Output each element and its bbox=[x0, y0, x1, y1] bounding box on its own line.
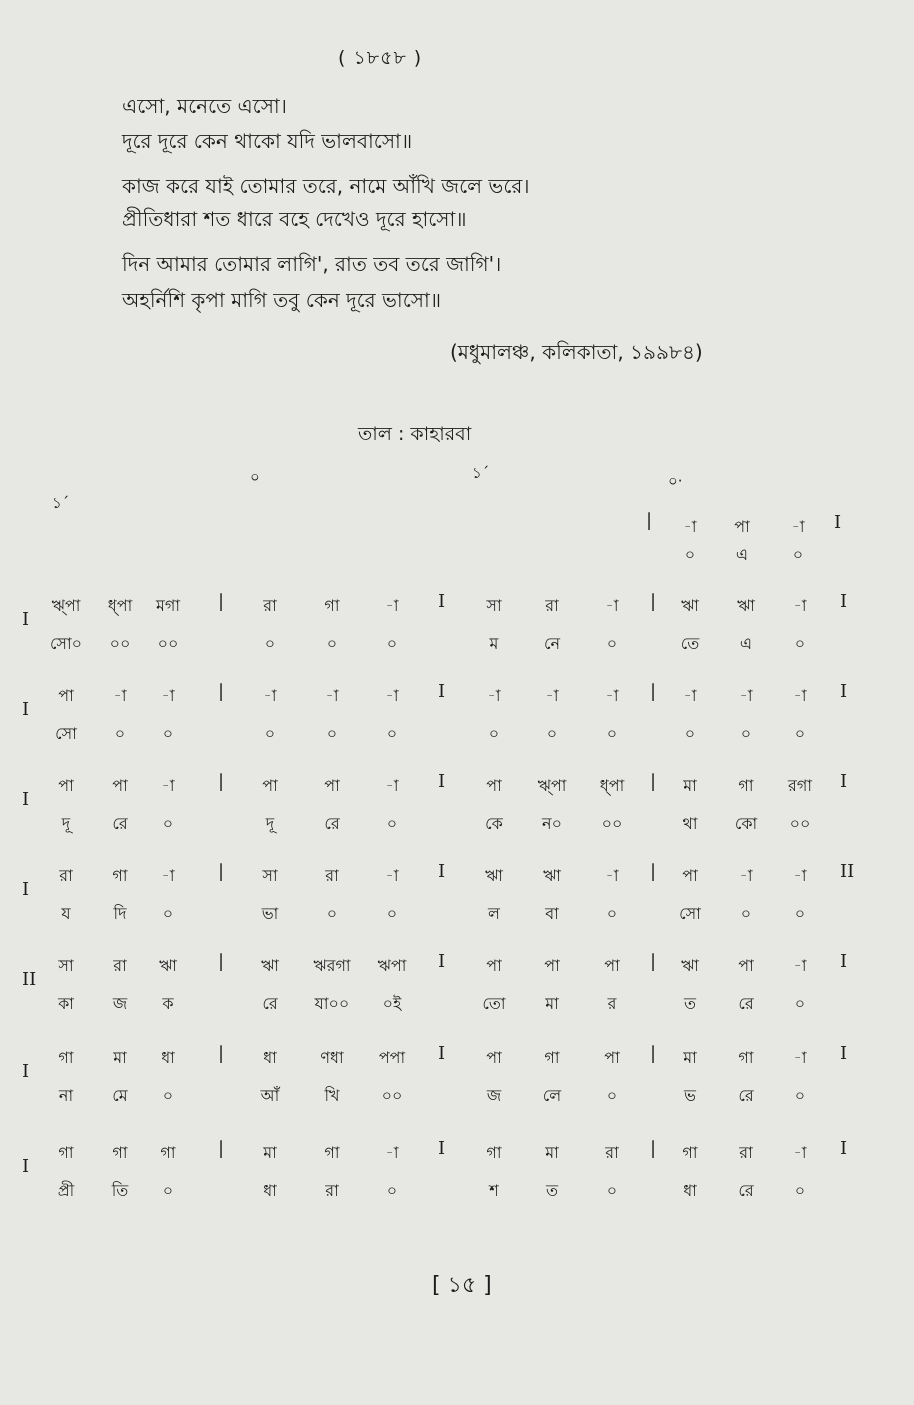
swara-note: পা bbox=[486, 1048, 502, 1067]
lyric-syllable: রে bbox=[324, 814, 340, 833]
pickup-syllable: ০ bbox=[792, 545, 804, 564]
bar-line: I bbox=[438, 681, 446, 702]
lyric-syllable: ধা bbox=[683, 1181, 697, 1200]
lyric-syllable: ভা bbox=[261, 904, 279, 923]
bar-line: | bbox=[650, 1138, 657, 1159]
row-start-bar: II bbox=[22, 969, 37, 990]
lyric-syllable: ত bbox=[545, 1181, 558, 1200]
swara-note: -া bbox=[161, 866, 175, 885]
swara-note: সা bbox=[486, 596, 502, 615]
swara-note: -া bbox=[793, 596, 807, 615]
swara-note: -া bbox=[113, 686, 127, 705]
lyric-syllable: খি bbox=[324, 1086, 340, 1105]
swara-note: ধ্পা bbox=[107, 596, 133, 615]
lyric-syllable: লে bbox=[542, 1086, 562, 1105]
bar-line: I bbox=[438, 951, 446, 972]
swara-note: গা bbox=[324, 596, 340, 615]
lyric-syllable: ০ bbox=[326, 724, 338, 743]
swara-note: পা bbox=[604, 956, 620, 975]
lyric-syllable: তো bbox=[482, 994, 506, 1013]
bar-line: I bbox=[438, 861, 446, 882]
swara-note: -া bbox=[793, 1143, 807, 1162]
bar-line: I bbox=[438, 1043, 446, 1064]
bar-line: I bbox=[840, 1043, 848, 1064]
lyric-syllable: কে bbox=[485, 814, 503, 833]
lyric-syllable: ০ bbox=[326, 904, 338, 923]
swara-note: ধ্পা bbox=[599, 776, 625, 795]
lyric-line: দিন আমার তোমার লাগি', রাত তব তরে জাগি'। bbox=[122, 252, 502, 276]
bar-line: | bbox=[650, 861, 657, 882]
page-number: [ ১৫ ] bbox=[432, 1273, 492, 1298]
swara-note: মা bbox=[113, 1048, 127, 1067]
swara-note: ধা bbox=[161, 1048, 175, 1067]
lyric-syllable: ০ bbox=[606, 1181, 618, 1200]
swara-note: -া bbox=[385, 866, 399, 885]
lyric-syllable: ০ bbox=[386, 634, 398, 653]
swara-note: মা bbox=[263, 1143, 277, 1162]
pickup-note: -া bbox=[683, 517, 697, 536]
lyric-syllable: ০ bbox=[794, 724, 806, 743]
swara-note: রা bbox=[739, 1143, 753, 1162]
lyric-syllable: জ bbox=[112, 994, 128, 1013]
pickup-note: পা bbox=[734, 517, 750, 536]
bar-line: | bbox=[218, 951, 225, 972]
swara-note: পা bbox=[486, 776, 502, 795]
swara-note: গা bbox=[58, 1143, 74, 1162]
swara-note: গা bbox=[58, 1048, 74, 1067]
lyric-syllable: ০ bbox=[606, 634, 618, 653]
lyric-syllable: ০০ bbox=[157, 634, 179, 653]
lyric-syllable: ত bbox=[683, 994, 696, 1013]
pickup-note: -া bbox=[791, 517, 805, 536]
swara-note: গা bbox=[738, 1048, 754, 1067]
lyric-syllable: জ bbox=[486, 1086, 502, 1105]
row-start-bar: I bbox=[22, 609, 30, 630]
lyric-syllable: রে bbox=[262, 994, 278, 1013]
swara-note: গা bbox=[738, 776, 754, 795]
lyric-syllable: প্রী bbox=[57, 1181, 75, 1200]
swara-note: রা bbox=[545, 596, 559, 615]
swara-note: রা bbox=[325, 866, 339, 885]
lyric-syllable: রে bbox=[738, 1086, 754, 1105]
beat-mark: ০· bbox=[668, 472, 683, 490]
lyric-syllable: না bbox=[58, 1086, 74, 1105]
lyric-syllable: ০ bbox=[794, 1086, 806, 1105]
swara-note: পা bbox=[486, 956, 502, 975]
lyric-syllable: সো০ bbox=[49, 634, 83, 653]
swara-note: মগা bbox=[155, 596, 180, 615]
lyric-syllable: ০০ bbox=[601, 814, 623, 833]
pickup-syllable: ০ bbox=[684, 545, 696, 564]
pickup-bar: | bbox=[646, 510, 653, 531]
lyric-syllable: ০ bbox=[264, 634, 276, 653]
bar-line: | bbox=[650, 591, 657, 612]
swara-note: ঋা bbox=[543, 866, 561, 885]
bar-line: II bbox=[840, 861, 855, 882]
lyric-syllable: দূ bbox=[61, 814, 71, 833]
lyric-syllable: ০ bbox=[386, 904, 398, 923]
lyric-syllable: মে bbox=[112, 1086, 128, 1105]
lyric-syllable: আঁ bbox=[260, 1086, 280, 1105]
lyric-syllable: রে bbox=[112, 814, 128, 833]
lyric-line: এসো, মনেতে এসো। bbox=[122, 94, 287, 118]
lyric-syllable: দূ bbox=[265, 814, 275, 833]
swara-note: রা bbox=[59, 866, 73, 885]
lyric-syllable: ০ bbox=[162, 814, 174, 833]
swara-note: -া bbox=[793, 956, 807, 975]
swara-note: -া bbox=[793, 686, 807, 705]
swara-note: -া bbox=[739, 686, 753, 705]
lyric-syllable: ম bbox=[489, 634, 499, 653]
swara-note: -া bbox=[793, 1048, 807, 1067]
lyric-syllable: তে bbox=[680, 634, 700, 653]
swara-note: রা bbox=[605, 1143, 619, 1162]
lyric-syllable: ০ bbox=[264, 724, 276, 743]
swara-note: মা bbox=[683, 776, 697, 795]
page-header: ( ১৮৫৮ ) bbox=[338, 47, 423, 69]
lyric-syllable: বা bbox=[545, 904, 559, 923]
bar-line: I bbox=[840, 1138, 848, 1159]
bar-line: | bbox=[218, 681, 225, 702]
lyric-syllable: ভ bbox=[684, 1086, 696, 1105]
swara-note: -া bbox=[793, 866, 807, 885]
swara-note: -া bbox=[385, 596, 399, 615]
lyric-syllable: নে bbox=[543, 634, 561, 653]
swara-note: মা bbox=[545, 1143, 559, 1162]
swara-note: সা bbox=[58, 956, 74, 975]
source-citation: (মধুমালঞ্চ, কলিকাতা, ১৯৯৮৪) bbox=[450, 340, 703, 364]
lyric-syllable: ০ bbox=[684, 724, 696, 743]
swara-note: পা bbox=[604, 1048, 620, 1067]
lyric-syllable: ০ bbox=[386, 814, 398, 833]
row-start-bar: I bbox=[22, 879, 30, 900]
lyric-syllable: রে bbox=[738, 1181, 754, 1200]
swara-note: পা bbox=[324, 776, 340, 795]
swara-note: -া bbox=[739, 866, 753, 885]
swara-note: -া bbox=[385, 776, 399, 795]
swara-note: রা bbox=[113, 956, 127, 975]
swara-note: -া bbox=[385, 686, 399, 705]
lyric-syllable: ০ bbox=[794, 904, 806, 923]
lyric-syllable: ক bbox=[162, 994, 174, 1013]
pickup-syllable: এ bbox=[735, 545, 749, 564]
swara-note: ঋপা bbox=[377, 956, 407, 975]
lyric-syllable: ০০ bbox=[789, 814, 811, 833]
swara-note: গা bbox=[112, 866, 128, 885]
swara-note: ঋা bbox=[681, 596, 699, 615]
lyric-syllable: মা bbox=[545, 994, 559, 1013]
swara-note: -া bbox=[605, 596, 619, 615]
swara-note: ঋা bbox=[485, 866, 503, 885]
bar-line: I bbox=[840, 951, 848, 972]
beat-mark: ১´ bbox=[52, 494, 70, 512]
tala-heading: তাল : কাহারবা bbox=[358, 423, 472, 445]
lyric-syllable: ০ bbox=[162, 724, 174, 743]
beat-mark: ১´ bbox=[472, 464, 490, 482]
swara-note: -া bbox=[385, 1143, 399, 1162]
lyric-syllable: ০ bbox=[606, 724, 618, 743]
lyric-syllable: ০ bbox=[386, 1181, 398, 1200]
swara-note: ঋরগা bbox=[313, 956, 351, 975]
swara-note: রগা bbox=[788, 776, 812, 795]
lyric-syllable: যা০০ bbox=[314, 994, 350, 1013]
lyric-syllable: ০ bbox=[386, 724, 398, 743]
lyric-syllable: ০ bbox=[162, 1086, 174, 1105]
row-start-bar: I bbox=[22, 1061, 30, 1082]
swara-note: -া bbox=[683, 686, 697, 705]
lyric-syllable: ধা bbox=[263, 1181, 277, 1200]
row-start-bar: I bbox=[22, 1156, 30, 1177]
bar-line: | bbox=[650, 681, 657, 702]
row-start-bar: I bbox=[22, 699, 30, 720]
lyric-syllable: ০ই bbox=[382, 994, 402, 1013]
bar-line: I bbox=[840, 591, 848, 612]
bar-line: I bbox=[438, 771, 446, 792]
bar-line: | bbox=[218, 591, 225, 612]
swara-note: -া bbox=[325, 686, 339, 705]
lyric-syllable: ০ bbox=[794, 1181, 806, 1200]
swara-note: পপা bbox=[378, 1048, 406, 1067]
bar-line: I bbox=[840, 771, 848, 792]
lyric-syllable: সো bbox=[55, 724, 77, 743]
swara-note: ঋা bbox=[681, 956, 699, 975]
swara-note: -া bbox=[487, 686, 501, 705]
lyric-syllable: ০ bbox=[794, 994, 806, 1013]
lyric-line: কাজ করে যাই তোমার তরে, নামে আঁখি জলে ভরে। bbox=[122, 174, 530, 198]
lyric-syllable: ০ bbox=[162, 904, 174, 923]
swara-note: পা bbox=[58, 686, 74, 705]
swara-note: গা bbox=[112, 1143, 128, 1162]
swara-note: ঋা bbox=[737, 596, 755, 615]
swara-note: পা bbox=[262, 776, 278, 795]
lyric-syllable: রে bbox=[738, 994, 754, 1013]
swara-note: গা bbox=[486, 1143, 502, 1162]
bar-line: I bbox=[840, 681, 848, 702]
lyric-syllable: ০০ bbox=[109, 634, 131, 653]
swara-note: পা bbox=[738, 956, 754, 975]
bar-line: | bbox=[650, 951, 657, 972]
lyric-syllable: ০ bbox=[606, 904, 618, 923]
swara-note: -া bbox=[161, 686, 175, 705]
lyric-syllable: ল bbox=[488, 904, 500, 923]
bar-line: I bbox=[438, 591, 446, 612]
bar-line: | bbox=[218, 1043, 225, 1064]
swara-note: -া bbox=[605, 686, 619, 705]
swara-note: পা bbox=[58, 776, 74, 795]
swara-note: গা bbox=[160, 1143, 176, 1162]
swara-note: গা bbox=[324, 1143, 340, 1162]
lyric-syllable: রা bbox=[325, 1181, 339, 1200]
lyric-line: অহর্নিশি কৃপা মাগি তবু কেন দূরে ভাসো॥ bbox=[122, 288, 442, 312]
lyric-syllable: শ bbox=[489, 1181, 499, 1200]
lyric-syllable: ০ bbox=[546, 724, 558, 743]
lyric-syllable: কো bbox=[734, 814, 758, 833]
lyric-line: দূরে দূরে কেন থাকো যদি ভালবাসো॥ bbox=[122, 129, 413, 153]
swara-note: ঋ্পা bbox=[537, 776, 567, 795]
swara-note: পা bbox=[544, 956, 560, 975]
lyric-syllable: ন০ bbox=[542, 814, 562, 833]
swara-note: -া bbox=[545, 686, 559, 705]
beat-mark: ০ bbox=[250, 468, 260, 486]
swara-note: ঋা bbox=[261, 956, 279, 975]
lyric-syllable: তি bbox=[111, 1181, 129, 1200]
bar-line: | bbox=[650, 1043, 657, 1064]
swara-note: ণধা bbox=[320, 1048, 344, 1067]
swara-note: পা bbox=[682, 866, 698, 885]
swara-note: ধা bbox=[263, 1048, 277, 1067]
swara-note: পা bbox=[112, 776, 128, 795]
swara-note: -া bbox=[605, 866, 619, 885]
lyric-syllable: র bbox=[607, 994, 617, 1013]
bar-line: | bbox=[650, 771, 657, 792]
lyric-syllable: য bbox=[61, 904, 71, 923]
lyric-syllable: থা bbox=[682, 814, 698, 833]
swara-note: -া bbox=[161, 776, 175, 795]
row-start-bar: I bbox=[22, 789, 30, 810]
lyric-syllable: ০ bbox=[114, 724, 126, 743]
swara-note: ঋা bbox=[159, 956, 177, 975]
bar-line: I bbox=[438, 1138, 446, 1159]
swara-note: রা bbox=[263, 596, 277, 615]
swara-note: ঋ্পা bbox=[51, 596, 81, 615]
swara-note: গা bbox=[544, 1048, 560, 1067]
lyric-syllable: এ bbox=[739, 634, 753, 653]
bar-line: | bbox=[218, 771, 225, 792]
swara-note: -া bbox=[263, 686, 277, 705]
lyric-syllable: ০ bbox=[740, 904, 752, 923]
lyric-line: প্রীতিধারা শত ধারে বহে দেখেও দূরে হাসো॥ bbox=[122, 207, 467, 231]
lyric-syllable: কা bbox=[58, 994, 74, 1013]
pickup-bar: I bbox=[834, 512, 842, 533]
lyric-syllable: ০ bbox=[794, 634, 806, 653]
swara-note: মা bbox=[683, 1048, 697, 1067]
swara-note: সা bbox=[262, 866, 278, 885]
bar-line: | bbox=[218, 1138, 225, 1159]
bar-line: | bbox=[218, 861, 225, 882]
swara-note: গা bbox=[682, 1143, 698, 1162]
lyric-syllable: ০০ bbox=[381, 1086, 403, 1105]
lyric-syllable: ০ bbox=[606, 1086, 618, 1105]
lyric-syllable: ০ bbox=[488, 724, 500, 743]
lyric-syllable: ০ bbox=[162, 1181, 174, 1200]
lyric-syllable: ০ bbox=[326, 634, 338, 653]
lyric-syllable: ০ bbox=[740, 724, 752, 743]
lyric-syllable: দি bbox=[113, 904, 127, 923]
lyric-syllable: সো bbox=[679, 904, 701, 923]
